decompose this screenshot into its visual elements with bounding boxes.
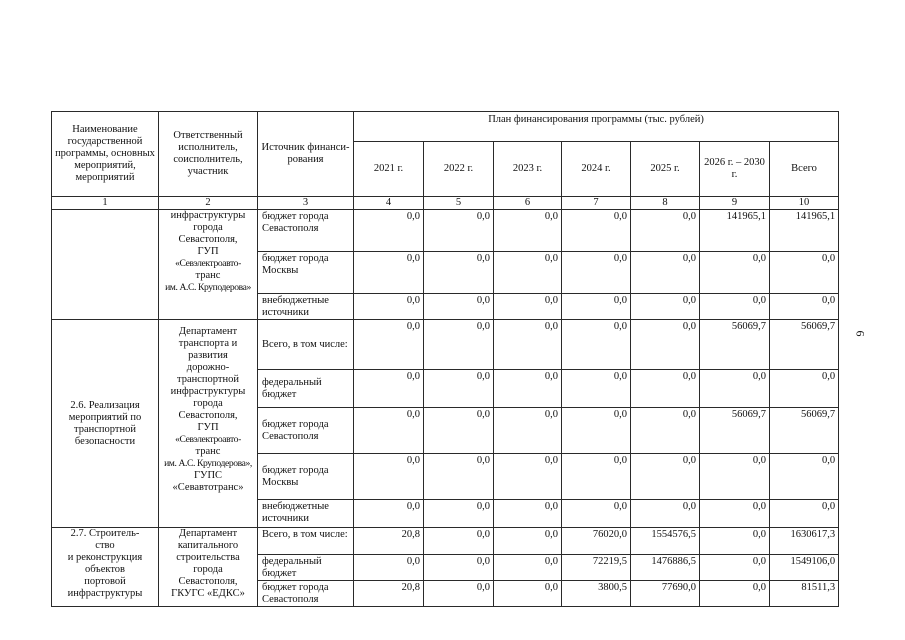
value-cell: 0,0 — [424, 528, 494, 555]
value-cell: 0,0 — [700, 581, 770, 607]
value-cell: 0,0 — [494, 294, 562, 320]
value-cell: 0,0 — [354, 500, 424, 528]
value-cell: 20,8 — [354, 581, 424, 607]
value-cell: 0,0 — [770, 500, 839, 528]
value-cell: 0,0 — [424, 500, 494, 528]
column-number: 8 — [631, 197, 700, 210]
value-cell: 0,0 — [354, 555, 424, 581]
value-cell: 0,0 — [494, 408, 562, 454]
value-cell: 0,0 — [562, 454, 631, 500]
value-cell: 0,0 — [562, 252, 631, 294]
value-cell: 0,0 — [562, 320, 631, 370]
value-cell: 0,0 — [494, 528, 562, 555]
value-cell: 56069,7 — [700, 320, 770, 370]
value-cell: 0,0 — [700, 252, 770, 294]
value-cell: 0,0 — [494, 500, 562, 528]
header-source: Источник финанси-рования — [258, 112, 354, 197]
header-year: 2024 г. — [562, 142, 631, 197]
value-cell: 0,0 — [631, 454, 700, 500]
source-cell: федеральный бюджет — [258, 370, 354, 408]
value-cell: 0,0 — [424, 210, 494, 252]
value-cell: 141965,1 — [770, 210, 839, 252]
value-cell: 0,0 — [354, 252, 424, 294]
value-cell: 1554576,5 — [631, 528, 700, 555]
source-cell: федеральный бюджет — [258, 555, 354, 581]
executor-cell: Департамент капитального строительства города Севастополя, ГКУГС «ЕДКС» — [159, 528, 258, 607]
value-cell: 0,0 — [700, 500, 770, 528]
column-number: 2 — [159, 197, 258, 210]
value-cell: 81511,3 — [770, 581, 839, 607]
source-cell: бюджет города Севастополя — [258, 408, 354, 454]
value-cell: 0,0 — [494, 320, 562, 370]
value-cell: 0,0 — [631, 294, 700, 320]
value-cell: 0,0 — [354, 370, 424, 408]
program-name-cell: 2.7. Строитель- ство и реконструкция объектов портовой инфраструктуры — [52, 528, 159, 607]
header-total: Всего — [770, 142, 839, 197]
value-cell: 0,0 — [562, 500, 631, 528]
value-cell: 0,0 — [770, 294, 839, 320]
program-name-cell — [52, 210, 159, 320]
header-executor: Ответственный исполнитель, соисполнитель, участник — [159, 112, 258, 197]
header-year: 2022 г. — [424, 142, 494, 197]
value-cell: 0,0 — [770, 252, 839, 294]
program-name-cell: 2.6. Реализация мероприятий по транспортной безопасности — [52, 320, 159, 528]
column-number: 7 — [562, 197, 631, 210]
value-cell: 0,0 — [494, 581, 562, 607]
value-cell: 1549106,0 — [770, 555, 839, 581]
value-cell: 0,0 — [424, 555, 494, 581]
value-cell: 0,0 — [424, 252, 494, 294]
executor-cell: Департамент транспорта и развития дорожно- транспортной инфраструктуры города Севастополя, ГУП «Севэлектроавто- транс им. А.С. Круподерова», ГУПС «Севавтотранс» — [159, 320, 258, 528]
column-number: 5 — [424, 197, 494, 210]
value-cell: 0,0 — [494, 454, 562, 500]
value-cell: 0,0 — [562, 370, 631, 408]
value-cell: 0,0 — [424, 408, 494, 454]
value-cell: 0,0 — [354, 408, 424, 454]
value-cell: 0,0 — [494, 252, 562, 294]
source-cell: Всего, в том числе: — [258, 528, 354, 555]
value-cell: 3800,5 — [562, 581, 631, 607]
value-cell: 0,0 — [770, 370, 839, 408]
source-cell: Всего, в том числе: — [258, 320, 354, 370]
value-cell: 0,0 — [631, 210, 700, 252]
source-cell: бюджет города Севастополя — [258, 210, 354, 252]
value-cell: 0,0 — [354, 454, 424, 500]
source-cell: бюджет города Севастополя — [258, 581, 354, 607]
value-cell: 56069,7 — [770, 408, 839, 454]
source-cell: бюджет города Москвы — [258, 454, 354, 500]
value-cell: 0,0 — [770, 454, 839, 500]
value-cell: 0,0 — [494, 370, 562, 408]
value-cell: 0,0 — [424, 370, 494, 408]
value-cell: 0,0 — [494, 210, 562, 252]
value-cell: 0,0 — [424, 294, 494, 320]
value-cell: 0,0 — [631, 370, 700, 408]
value-cell: 20,8 — [354, 528, 424, 555]
column-number: 10 — [770, 197, 839, 210]
value-cell: 0,0 — [424, 320, 494, 370]
value-cell: 0,0 — [631, 408, 700, 454]
value-cell: 1476886,5 — [631, 555, 700, 581]
source-cell: внебюджетные источники — [258, 294, 354, 320]
value-cell: 0,0 — [700, 294, 770, 320]
value-cell: 0,0 — [354, 294, 424, 320]
value-cell: 0,0 — [562, 408, 631, 454]
value-cell: 56069,7 — [770, 320, 839, 370]
value-cell: 0,0 — [700, 528, 770, 555]
value-cell: 0,0 — [700, 454, 770, 500]
page-number: 6 — [853, 330, 868, 337]
value-cell: 0,0 — [562, 294, 631, 320]
value-cell: 0,0 — [631, 252, 700, 294]
executor-cell: инфраструктуры города Севастополя, ГУП «Севэлектроавто- транс им. А.С. Круподерова» — [159, 210, 258, 320]
value-cell: 0,0 — [494, 555, 562, 581]
value-cell: 72219,5 — [562, 555, 631, 581]
header-year: 2025 г. — [631, 142, 700, 197]
source-cell: бюджет города Москвы — [258, 252, 354, 294]
value-cell: 1630617,3 — [770, 528, 839, 555]
header-year: 2021 г. — [354, 142, 424, 197]
value-cell: 141965,1 — [700, 210, 770, 252]
financing-table — [51, 111, 839, 607]
value-cell: 0,0 — [700, 370, 770, 408]
header-year: 2023 г. — [494, 142, 562, 197]
header-plan: План финансирования программы (тыс. рублей) — [354, 112, 839, 142]
value-cell: 0,0 — [631, 500, 700, 528]
column-number: 4 — [354, 197, 424, 210]
column-number: 1 — [52, 197, 159, 210]
value-cell: 0,0 — [424, 581, 494, 607]
value-cell: 0,0 — [562, 210, 631, 252]
value-cell: 56069,7 — [700, 408, 770, 454]
column-number: 9 — [700, 197, 770, 210]
column-number: 3 — [258, 197, 354, 210]
column-number: 6 — [494, 197, 562, 210]
value-cell: 77690,0 — [631, 581, 700, 607]
value-cell: 0,0 — [700, 555, 770, 581]
value-cell: 0,0 — [424, 454, 494, 500]
header-year: 2026 г. – 2030 г. — [700, 142, 770, 197]
value-cell: 76020,0 — [562, 528, 631, 555]
value-cell: 0,0 — [354, 320, 424, 370]
source-cell: внебюджетные источники — [258, 500, 354, 528]
value-cell: 0,0 — [354, 210, 424, 252]
header-name: Наименование государственной программы, основных мероприятий, мероприятий — [52, 112, 159, 197]
value-cell: 0,0 — [631, 320, 700, 370]
